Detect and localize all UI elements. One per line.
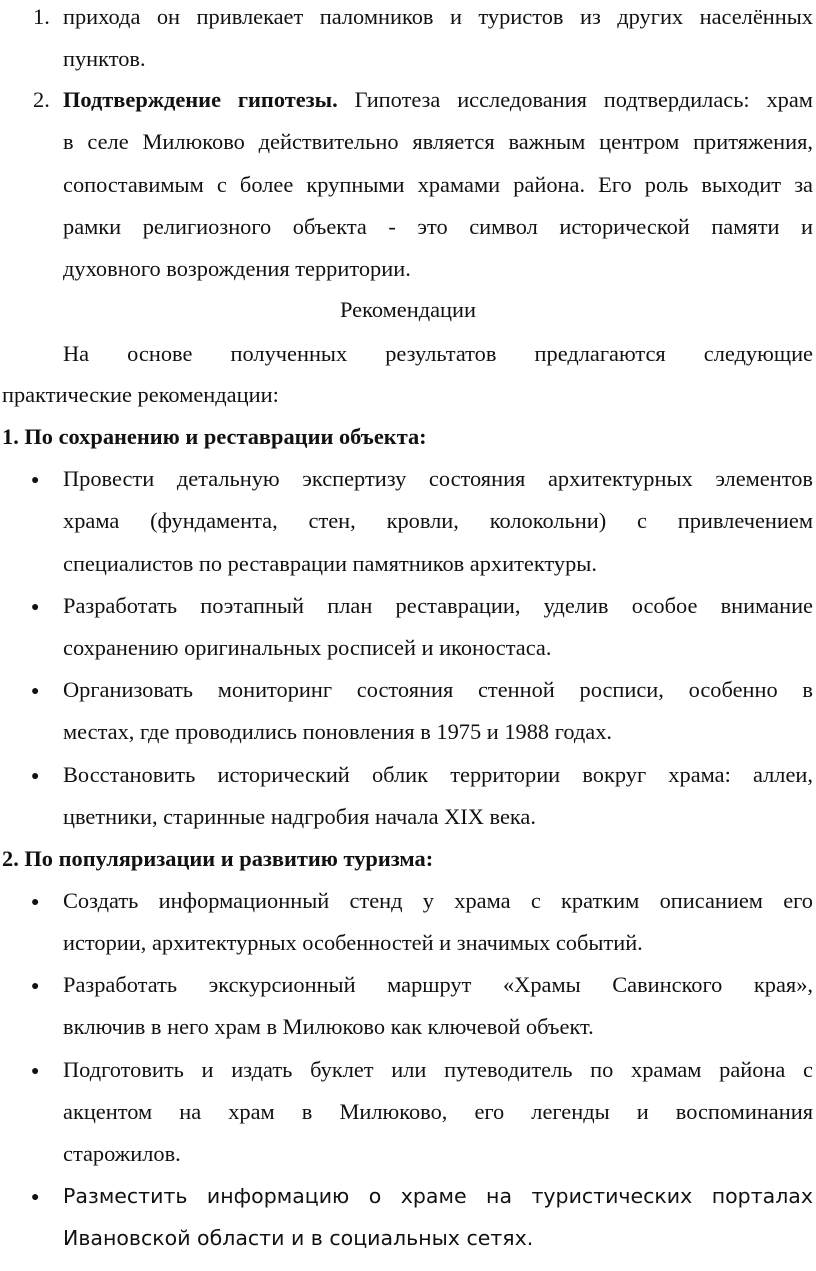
list-item-line: храма (фундамента, стен, кровли, колокольни) с привлечением [63,508,813,533]
bullet-icon: ● [31,979,40,994]
list-item-line: Разработать экскурсионный маршрут «Храмы Савинского края», [63,972,813,997]
bullet-icon: ● [31,769,40,784]
list-item-line: цветники, старинные надгробия начала XIX века. [63,804,536,829]
list-item-line: Разработать поэтапный план реставрации, уделив особое внимание [63,593,813,618]
list-item-line: Организовать мониторинг состояния стенной росписи, особенно в [63,677,813,702]
list-item-line: сохранению оригинальных росписей и иконостаса. [63,635,552,660]
list-number: 1. [33,4,50,29]
list-item-line: Разместить информацию о храме на туристических порталах [63,1184,813,1208]
paragraph-line: сопоставимым с более крупными храмами района. Его роль выходит за [63,172,813,197]
bullet-icon: ● [31,473,40,488]
list-item-line: Подготовить и издать буклет или путеводитель по храмам района с [63,1057,813,1082]
paragraph-line: в селе Милюково действительно является важным центром притяжения, [63,129,813,154]
section-heading: 2. По популяризации и развитию туризма: [2,846,434,871]
paragraph-line: На основе полученных результатов предлагаются следующие [63,341,813,366]
list-item-line: специалистов по реставрации памятников архитектуры. [63,551,597,576]
list-item-line: местах, где проводились поновления в 1975 и 1988 годах. [63,719,613,744]
bullet-icon: ● [31,1064,40,1079]
hypothesis-label: Подтверждение гипотезы. [63,87,338,112]
section-title: Рекомендации [340,297,476,322]
paragraph-line: духовного возрождения территории. [63,256,411,281]
list-item-line: акцентом на храм в Милюково, его легенды и воспоминания [63,1099,813,1124]
paragraph-line: прихода он привлекает паломников и туристов из других населённых [63,4,813,29]
hypothesis-text: Гипотеза исследования подтвердилась: храм [354,87,813,112]
paragraph-line: практические рекомендации: [2,382,279,407]
list-item-line: Ивановской области и в социальных сетях. [63,1226,534,1250]
section-heading: 1. По сохранению и реставрации объекта: [2,424,427,449]
paragraph-line: рамки религиозного объекта - это символ исторической памяти и [63,214,813,239]
paragraph-line [63,86,813,114]
list-item-line: Создать информационный стенд у храма с кратким описанием его [63,888,813,913]
list-item-line: Восстановить исторический облик территории вокруг храма: аллеи, [63,762,813,787]
list-item-line: Провести детальную экспертизу состояния архитектурных элементов [63,466,813,491]
list-item-line: истории, архитектурных особенностей и значимых событий. [63,930,643,955]
bullet-icon: ● [31,1190,40,1205]
list-number: 2. [33,87,50,112]
bullet-icon: ● [31,600,40,615]
paragraph-line: пунктов. [63,46,146,71]
bullet-icon: ● [31,895,40,910]
list-item-line: включив в него храм в Милюково как ключевой объект. [63,1014,594,1039]
bullet-icon: ● [31,684,40,699]
list-item-line: старожилов. [63,1141,181,1166]
